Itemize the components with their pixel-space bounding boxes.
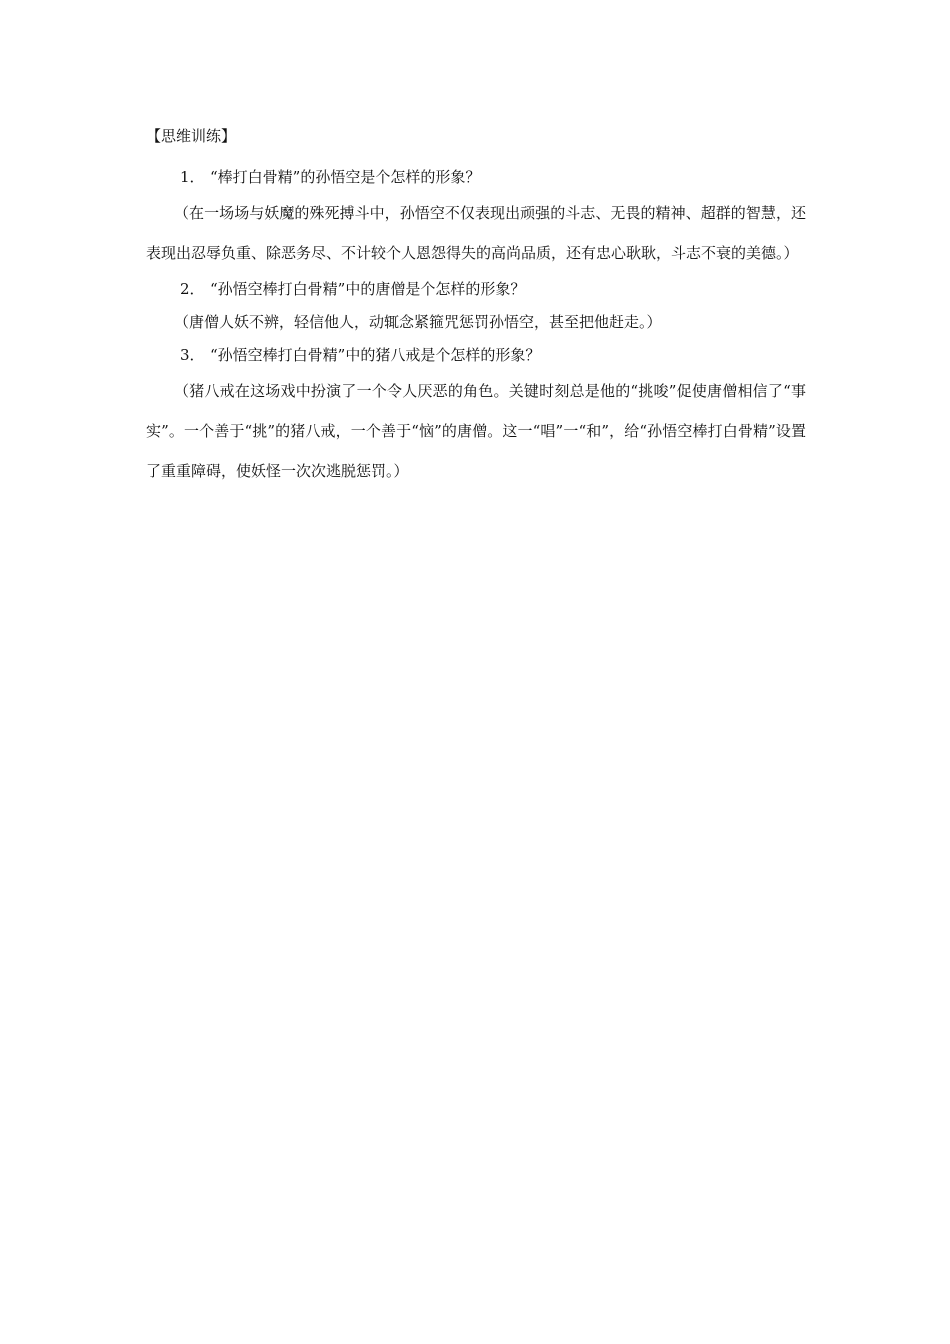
answer-3: （猪八戒在这场戏中扮演了一个令人厌恶的角色。关键时刻总是他的“挑唆”促使唐僧相信了“事实”。一个善于“挑”的猪八戒，一个善于“恼”的唐僧。这一“唱”一“和”，给“孙悟空棒打白骨精”设置了重重障碍，使妖怪一次次逃脱惩罚。） — [146, 382, 806, 480]
question-text-2: “孙悟空棒打白骨精”中的唐僧是个怎样的形象？ — [210, 280, 526, 298]
question-number-2: 2． — [180, 280, 205, 298]
question-text-1: “棒打白骨精”的孙悟空是个怎样的形象？ — [210, 168, 481, 186]
question-item-1 — [146, 161, 806, 273]
question-text-3: “孙悟空棒打白骨精”中的猪八戒是个怎样的形象？ — [210, 346, 541, 364]
answer-2: （唐僧人妖不辨，轻信他人，动辄念紧箍咒惩罚孙悟空，甚至把他赶走。） — [174, 313, 662, 331]
question-1 — [146, 161, 806, 193]
answer-1: （在一场场与妖魔的殊死搏斗中，孙悟空不仅表现出顽强的斗志、无畏的精神、超群的智慧，还表现出忍辱负重、除恶务尽、不计较个人恩怨得失的高尚品质，还有忠心耿耿，斗志不衰的美德。） — [146, 204, 806, 262]
question-number-3: 3． — [180, 346, 205, 364]
question-2 — [146, 273, 806, 305]
question-item-3 — [146, 339, 806, 491]
question-item-2 — [146, 273, 806, 339]
document-content — [146, 122, 806, 491]
question-number-1: 1． — [180, 168, 205, 186]
section-title: 【思维训练】 — [146, 127, 237, 145]
question-3 — [146, 339, 806, 371]
